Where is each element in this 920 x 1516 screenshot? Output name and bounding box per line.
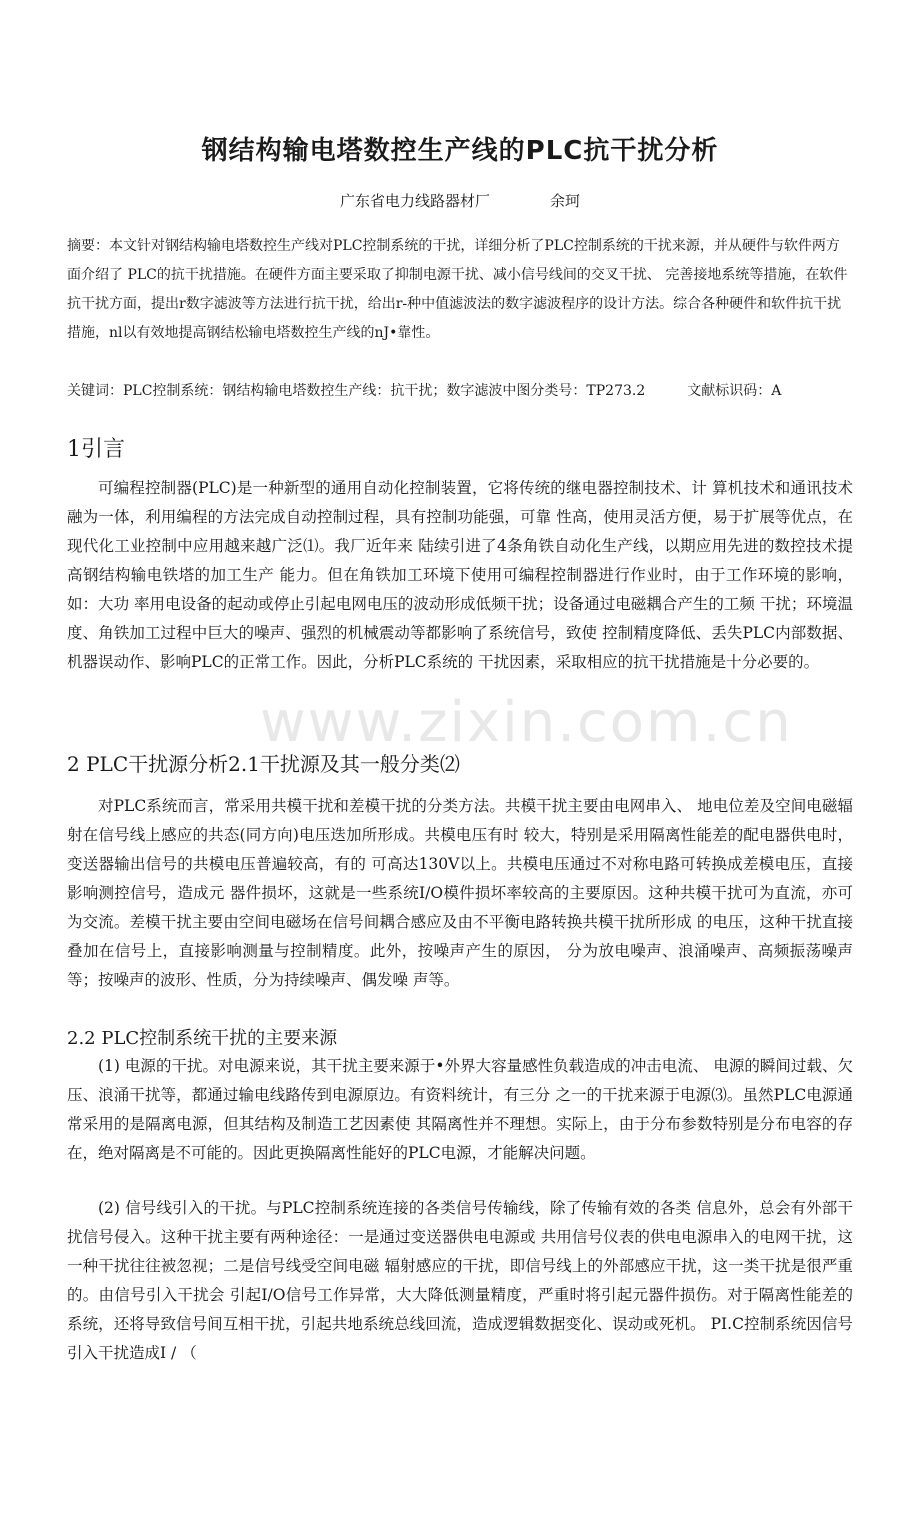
section-2-2-paragraph-1: (1) 电源的干扰。对电源来说，其干扰主要来源于•外界大容量感性负载造成的冲击电流、 电源的瞬间过载、欠压、浪涌干扰等，都通过输电线路传到电源原边。有资料统计，有三分 之一的干扰来源于电源⑶。虽然PLC电源通常采用的是隔离电源，但其结构及制造工艺因素使 其隔离性并不理想。实际上，由于分布参数特别是分布电容的存在，绝对隔离是不可能的。因此更换隔离性能好的PLC电源，才能解决问题。 (67, 1057, 853, 1162)
keywords: 关键词：PLC控制系统：钢结构输电塔数控生产线：抗干扰；数字滤波中图分类号：TP273.2 文献标识码：A (67, 383, 782, 399)
section-2-paragraph: 对PLC系统而言，常采用共模干扰和差模干扰的分类方法。共模干扰主要由电网串入、 地电位差及空间电磁辐射在信号线上感应的共态(同方向)电压迭加所形成。共模电压有时 较大，特别是采用隔离性能差的配电器供电时，变送器输出信号的共模电压普遍较高，有的 可高达130V以上。共模电压通过不对称电路可转换成差模电压，直接影响测控信号，造成元 器件损坏，这就是一些系统I/O模件损坏率较高的主要原因。这种共模干扰可为直流，亦可 为交流。差模干扰主要由空间电磁场在信号间耦合感应及由不平衡电路转换共模干扰所形成 的电压，这种干扰直接叠加在信号上，直接影响测量与控制精度。此外，按噪声产生的原因， 分为放电噪声、浪涌噪声、高频振荡噪声等；按噪声的波形、性质，分为持续噪声、偶发噪 声等。 (67, 797, 853, 989)
abstract: 摘要：本文针对钢结构输电塔数控生产线对PLC控制系统的干扰，详细分析了PLC控制系统的干扰来源，并从硬件与软件两方面介绍了 PLC的抗干扰措施。在硬件方面主要采取了抑制电源干扰、减小信号线间的交叉干扰、 完善接地系统等措施，在软件抗干扰方面，提出r数字滤波等方法进行抗干扰，给出r-种中值滤波法的数字滤波程序的设计方法。综合各种硬件和软件抗干扰措施，nl以有效地提高钢结松输电塔数控生产线的nJ•靠性。 (67, 238, 848, 341)
section-2-2-paragraph-2: (2) 信号线引入的干扰。与PLC控制系统连接的各类信号传输线，除了传输有效的各类 信息外，总会有外部干扰信号侵入。这种干扰主要有两种途径：一是通过变送器供电电源或 共用信号仪表的供电电源串入的电网干扰，这一种干扰往往被忽视；二是信号线受空间电磁 辐射感应的干扰，即信号线上的外部感应干扰，这一类干扰是很严重的。由信号引入干扰会 引起I/O信号工作异常，大大降低测量精度，严重时将引起元器件损伤。对于隔离性能差的 系统，还将导致信号间互相干扰，引起共地系统总线回流，造成逻辑数据变化、误动或死机。 PI.C控制系统因信号引入干扰造成I / （ (67, 1199, 853, 1362)
section-2-2-heading: 2.2 PLC控制系统干扰的主要来源 (67, 1028, 338, 1049)
section-1-paragraph: 可编程控制器(PLC)是一种新型的通用自动化控制装置，它将传统的继电器控制技术、计 算机技术和通讯技术融为一体，利用编程的方法完成自动控制过程，具有控制功能强，可靠 性高，使用灵活方便，易于扩展等优点，在现代化工业控制中应用越来越广泛⑴。我厂近年来 陆续引进了4条角铁自动化生产线，以期应用先进的数控技术提高钢结构输电铁塔的加工生产 能力。但在角铁加工环境下使用可编程控制器进行作业时，由于工作环境的影响，如：大功 率用电设备的起动或停止引起电网电压的波动形成低频干扰；设备通过电磁耦合产生的工频 干扰；环境温度、角铁加工过程中巨大的噪声、强烈的机械震动等都影响了系统信号，致使 控制精度降低、丢失PLC内部数据、机器误动作、影响PLC的正常工作。因此，分析PLC系统的 干扰因素，采取相应的抗干扰措施是十分必要的。 (67, 479, 853, 671)
watermark: www.zixin.com.cn (260, 690, 793, 755)
author-name: 余珂 (550, 192, 581, 210)
author-organization: 广东省电力线路器材厂 (339, 192, 490, 210)
section-1-heading: 1引言 (67, 437, 125, 462)
author-line (0, 190, 920, 211)
section-2-heading: 2 PLC干扰源分析2.1干扰源及其一般分类⑵ (67, 752, 460, 776)
paper-title: 钢结构输电塔数控生产线的PLC抗干扰分析 (201, 136, 719, 166)
